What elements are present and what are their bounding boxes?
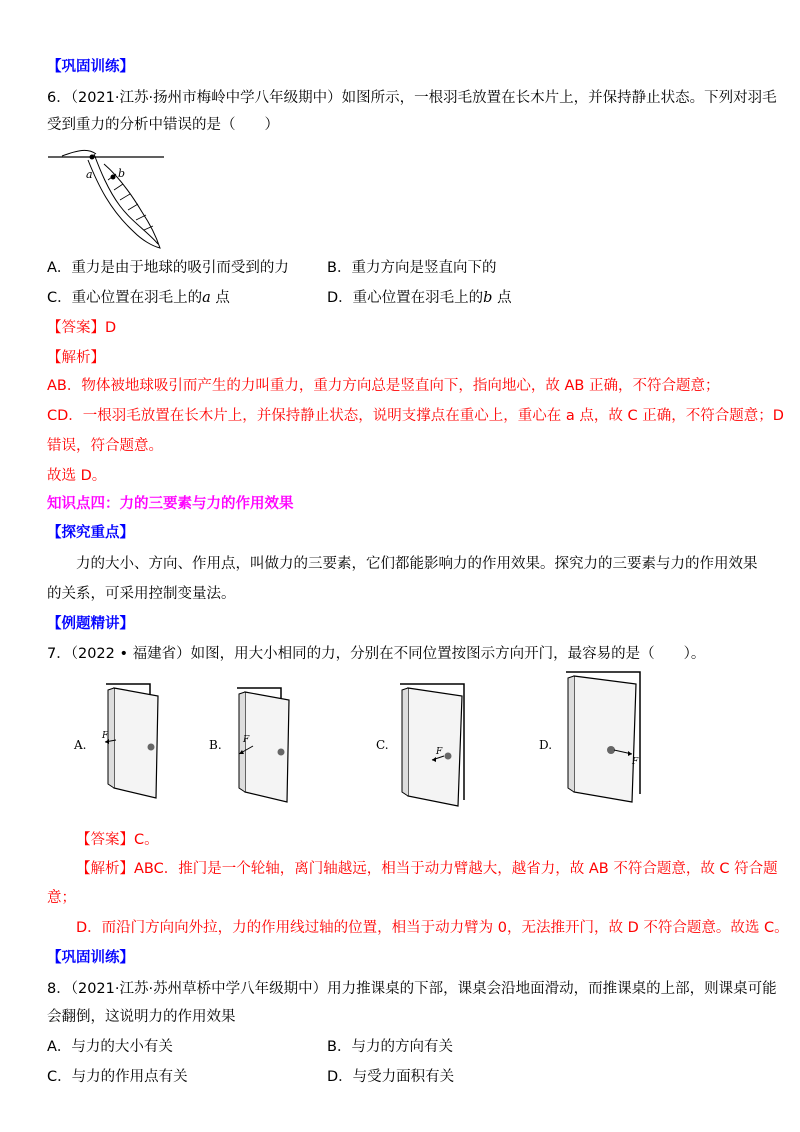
- q8-option-c: C．与力的作用点有关: [47, 1069, 188, 1085]
- question-8-stem-line2: 会翻倒，这说明力的作用效果: [47, 1009, 236, 1025]
- analysis-line1: AB．物体被地球吸引而产生的力叫重力，重力方向总是竖直向下，指向地心，故 AB 正确，不符合题意；: [47, 378, 720, 394]
- focus-text-line2: 的关系，可采用控制变量法。: [47, 586, 236, 602]
- section-label: 【巩固训练】: [47, 59, 134, 75]
- doors-figure: [72, 680, 752, 815]
- analysis-label: 【解析】: [47, 350, 105, 366]
- option-b: B．重力方向是竖直向下的: [327, 260, 497, 276]
- focus-label: 【探究重点】: [47, 525, 134, 541]
- analysis-7-line3: D．而沿门方向向外拉，力的作用线过轴的位置，相当于动力臂为 0，无法推开门，故 D 不符合题意。故选 C。: [76, 920, 789, 936]
- question-6-stem-line1: 6．（2021·江苏·扬州市梅岭中学八年级期中）如图所示，一根羽毛放置在长木片上，并保持静止状态。下列对羽毛: [47, 90, 777, 106]
- door-d: [556, 668, 646, 808]
- option-c: [47, 286, 230, 307]
- option-c-text: C．重心位置在羽毛上的: [47, 290, 203, 306]
- q8-option-a: A．与力的大小有关: [47, 1039, 173, 1055]
- answer-7: 【答案】C。: [76, 832, 159, 848]
- point-b-label: b: [118, 167, 126, 180]
- force-label-d: F: [632, 757, 639, 767]
- force-label-b: F: [243, 735, 250, 745]
- option-c-var: a: [202, 290, 211, 306]
- analysis-line3: 错误，符合题意。: [47, 438, 163, 454]
- section-label-2: 【巩固训练】: [47, 950, 134, 966]
- focus-text-line1: 力的大小、方向、作用点，叫做力的三要素，它们都能影响力的作用效果。探究力的三要素与力的作用效果: [76, 556, 758, 572]
- q8-option-d: D．与受力面积有关: [327, 1069, 455, 1085]
- q8-option-b: B．与力的方向有关: [327, 1039, 453, 1055]
- force-label-c: F: [436, 747, 443, 757]
- option-c-suffix: 点: [210, 290, 230, 306]
- door-c: [392, 680, 472, 810]
- option-a: A．重力是由于地球的吸引而受到的力: [47, 260, 289, 276]
- question-8-stem-line1: 8．（2021·江苏·苏州草桥中学八年级期中）用力推课桌的下部，课桌会沿地面滑动，而推课桌的上部，则课桌可能: [47, 981, 777, 997]
- option-d-var: b: [483, 290, 493, 306]
- point-a-label: a: [86, 168, 93, 181]
- door-label-d: D.: [539, 738, 553, 752]
- knowledge-point-title: 知识点四：力的三要素与力的作用效果: [47, 496, 294, 512]
- option-d-text: D．重心位置在羽毛上的: [327, 290, 484, 306]
- feather-figure: [48, 140, 168, 252]
- door-label-a: A.: [74, 738, 87, 752]
- example-label: 【例题精讲】: [47, 616, 134, 632]
- answer: 【答案】D: [47, 320, 117, 336]
- question-7-stem: 7．（2022 • 福建省）如图，用大小相同的力，分别在不同位置按图示方向开门，最容易的是（ ）。: [47, 646, 706, 662]
- analysis-7-line1: 【解析】ABC．推门是一个轮轴，离门轴越远，相当于动力臂越大，越省力，故 AB 不符合题意，故 C 符合题: [76, 861, 778, 877]
- conclusion: 故选 D。: [47, 468, 107, 484]
- door-label-c: C.: [376, 738, 389, 752]
- analysis-line2: CD．一根羽毛放置在长木片上，并保持静止状态，说明支撑点在重心上，重心在 a 点，故 C 正确，不符合题意；D: [47, 408, 784, 424]
- analysis-7-line2: 意；: [47, 890, 76, 906]
- door-label-b: B.: [209, 738, 222, 752]
- door-b: [225, 684, 297, 804]
- option-d-suffix: 点: [492, 290, 512, 306]
- option-d: [327, 286, 512, 307]
- force-label-a: F: [102, 731, 109, 741]
- door-a: [94, 680, 166, 800]
- question-6-stem-line2: 受到重力的分析中错误的是（ ）: [47, 117, 279, 133]
